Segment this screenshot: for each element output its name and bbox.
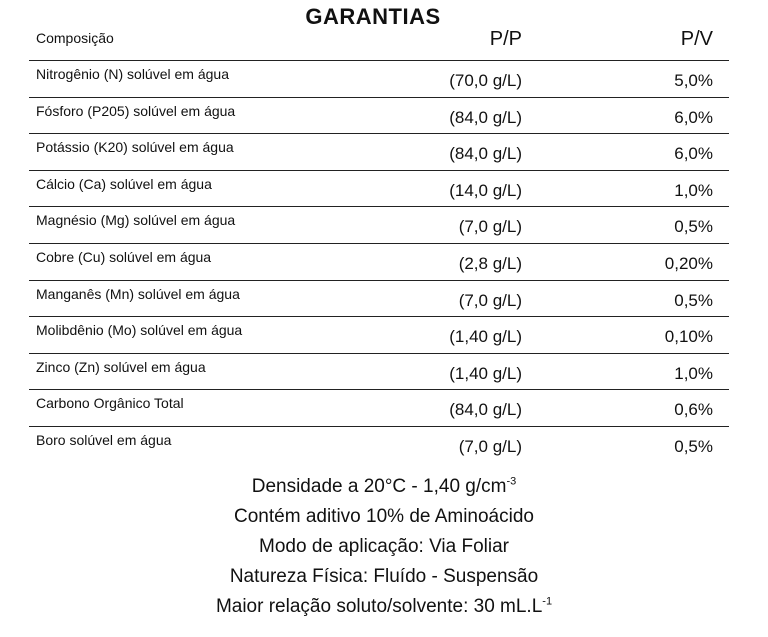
header-pp: P/P bbox=[489, 28, 522, 50]
row-pv: 0,5% bbox=[674, 290, 713, 310]
row-pv: 0,10% bbox=[664, 327, 713, 347]
header-composition: Composição bbox=[36, 30, 114, 46]
ratio-text: Maior relação soluto/solvente: 30 mL.L bbox=[215, 596, 543, 617]
table-row bbox=[29, 354, 729, 391]
density-text: Densidade a 20°C - 1,40 g/cm bbox=[251, 476, 507, 497]
table-row bbox=[29, 281, 729, 318]
row-composition: Magnésio (Mg) solúvel em água bbox=[36, 212, 236, 229]
ratio-note bbox=[0, 592, 768, 622]
row-pp: (84,0 g/L) bbox=[449, 107, 522, 127]
row-composition: Potássio (K20) solúvel em água bbox=[36, 139, 234, 156]
row-pp: (1,40 g/L) bbox=[449, 327, 522, 347]
table-row bbox=[29, 317, 729, 354]
page-title: GARANTIAS bbox=[305, 4, 441, 29]
table-row bbox=[29, 207, 729, 244]
row-composition: Cálcio (Ca) solúvel em água bbox=[36, 175, 212, 192]
row-pp: (70,0 g/L) bbox=[449, 71, 522, 90]
table-header bbox=[0, 28, 768, 60]
row-pp: (7,0 g/L) bbox=[458, 436, 522, 456]
density-note bbox=[0, 472, 768, 502]
row-pv: 6,0% bbox=[674, 107, 713, 127]
row-pp: (7,0 g/L) bbox=[458, 290, 522, 310]
row-pv: 0,5% bbox=[674, 217, 713, 237]
row-pv: 0,6% bbox=[674, 400, 713, 420]
row-pv: 0,5% bbox=[674, 436, 713, 456]
table-row bbox=[29, 171, 729, 208]
application-note: Modo de aplicação: Via Foliar bbox=[259, 536, 509, 557]
row-composition: Zinco (Zn) solúvel em água bbox=[36, 358, 206, 375]
guarantees-table bbox=[29, 60, 729, 464]
additive-note: Contém aditivo 10% de Aminoácido bbox=[234, 506, 534, 527]
row-composition: Boro solúvel em água bbox=[36, 431, 172, 448]
row-pp: (14,0 g/L) bbox=[449, 180, 522, 200]
ratio-exponent: -1 bbox=[542, 595, 553, 608]
row-pp: (2,8 g/L) bbox=[458, 253, 522, 273]
row-composition: Molibdênio (Mo) solúvel em água bbox=[36, 322, 243, 339]
row-pv: 1,0% bbox=[674, 180, 713, 200]
row-pp: (7,0 g/L) bbox=[458, 217, 522, 237]
row-pv: 0,20% bbox=[664, 253, 713, 273]
table-row bbox=[29, 134, 729, 171]
row-composition: Carbono Orgânico Total bbox=[36, 395, 184, 412]
header-pv: P/V bbox=[680, 28, 713, 50]
nature-note: Natureza Física: Fluído - Suspensão bbox=[229, 566, 539, 587]
row-pp: (1,40 g/L) bbox=[449, 363, 522, 383]
row-pv: 5,0% bbox=[674, 71, 713, 90]
table-row bbox=[29, 390, 729, 427]
row-composition: Manganês (Mn) solúvel em água bbox=[36, 285, 240, 302]
table-row bbox=[29, 244, 729, 281]
row-composition: Nitrogênio (N) solúvel em água bbox=[36, 66, 229, 82]
row-pv: 6,0% bbox=[674, 144, 713, 164]
table-row bbox=[29, 61, 729, 98]
table-row bbox=[29, 98, 729, 135]
row-composition: Cobre (Cu) solúvel em água bbox=[36, 248, 212, 265]
table-row bbox=[29, 427, 729, 464]
row-pp: (84,0 g/L) bbox=[449, 400, 522, 420]
row-pv: 1,0% bbox=[674, 363, 713, 383]
product-notes bbox=[0, 472, 768, 622]
density-exponent: -3 bbox=[506, 475, 517, 488]
row-pp: (84,0 g/L) bbox=[449, 144, 522, 164]
row-composition: Fósforo (P205) solúvel em água bbox=[36, 102, 236, 119]
